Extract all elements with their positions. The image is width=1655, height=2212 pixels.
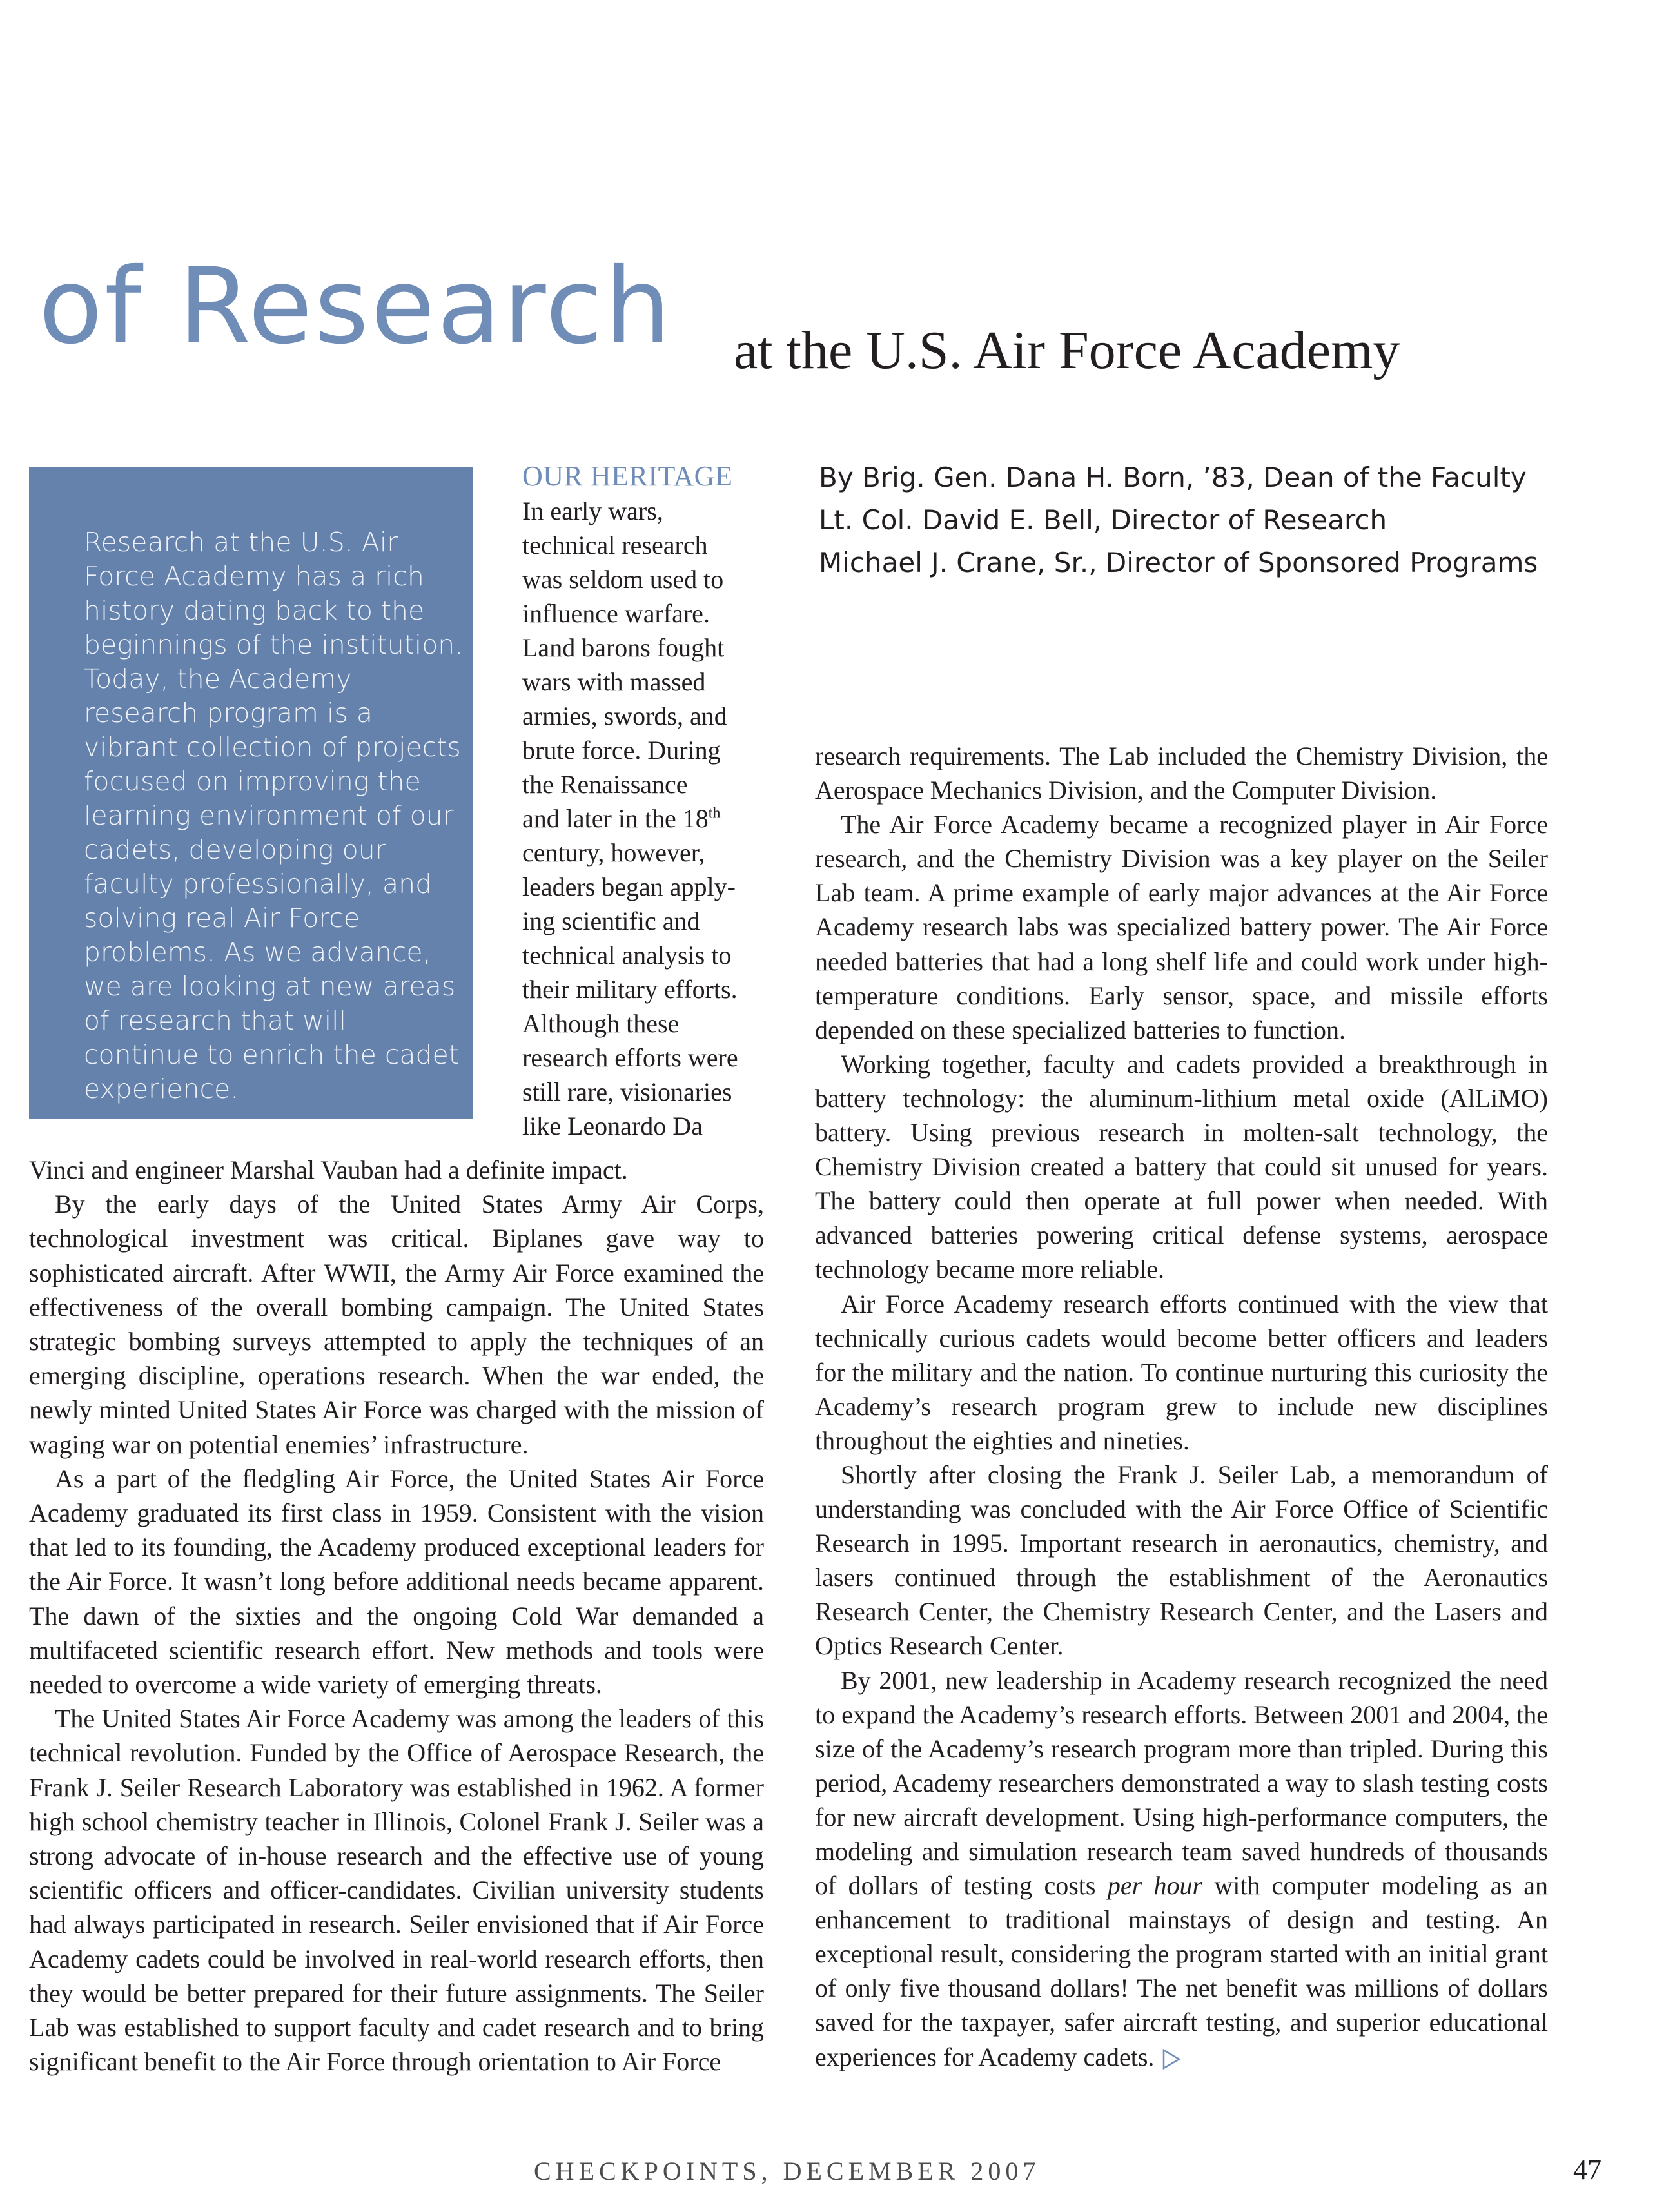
body-paragraph: Air Force Academy research efforts continued with the view that technically curious cadets would become better officers and leaders for the military and the nation. To continue nurturing this curiosity the Academy’s research program grew to include new disciplines throughout the eighties and nineties. — [815, 1289, 1548, 1455]
left-column — [29, 1153, 764, 2079]
byline-author-3: Michael J. Crane, Sr., Director of Sponsored Programs — [819, 547, 1538, 578]
ordinal-suffix: th — [708, 805, 721, 822]
narrow-line: armies, swords, and — [522, 701, 727, 730]
final-text-b: with computer modeling as an enhancement to traditional mainstays of design and testing. An exceptional result, considering the program started with an initial grant of only five thousand dollars! The net benefit was millions of dollars saved for the taxpayer, safer aircraft testing, and superior educational experiences for Academy cadets. — [815, 1871, 1549, 2071]
body-paragraph: Working together, faculty and cadets provided a breakthrough in battery technology: the aluminum-lithium metal oxide (AlLiMO) battery. Using previous research in molten-salt technology, the Chemistry Division created a battery that could sit unused for years. The battery could then operate at full power when needed. With advanced batteries powering critical defense systems, aerospace technology became more reliable. — [815, 1049, 1548, 1284]
body-paragraph: Vinci and engineer Marshal Vauban had a definite impact. — [29, 1155, 628, 1184]
narrow-line — [522, 801, 762, 836]
pull-quote-text: Research at the U.S. Air Force Academy has a rich history dating back to the beginnings of the institution. Today, the Academy research program is a vibrant collection of projects focused on improving the learning environment of our cadets, developing our faculty professionally, and solving real Air Force problems. As we advance, we are looking at new areas of research that will continue to enrich the cadet experience. — [84, 527, 464, 1104]
narrow-line: still rare, visionaries — [522, 1077, 732, 1106]
narrow-line: technical research — [522, 531, 708, 560]
headline-main: of Research — [39, 246, 673, 367]
section-heading: OUR HERITAGE — [522, 460, 733, 492]
narrow-line: influence warfare. — [522, 599, 710, 628]
narrow-line: brute force. During — [522, 736, 721, 765]
narrow-line-text: and later in the 18 — [522, 804, 709, 833]
byline-author-2: Lt. Col. David E. Bell, Director of Research — [819, 504, 1387, 536]
narrow-line: their military efforts. — [522, 975, 738, 1004]
narrow-column — [522, 494, 762, 1143]
page-number: 47 — [1573, 2154, 1601, 2186]
body-paragraph: As a part of the fledgling Air Force, the United States Air Force Academy graduated its first class in 1959. Consistent with the vision that led to its founding, the Academy produced exceptional leaders for the Air Force. It wasn’t long before additional needs became apparent. The dawn of the sixties and the ongoing Cold War demanded a multifaceted scientific research effort. New methods and tools were needed to overcome a wide variety of emerging threats. — [29, 1463, 764, 1699]
narrow-line: In early wars, — [522, 496, 663, 525]
body-paragraph: By the early days of the United States Army Air Corps, technological investment was critical. Biplanes gave way to sophisticated aircraft. After WWII, the Army Air Force examined the effectiveness of the overall bombing campaign. The United States strategic bombing surveys attempted to apply the techniques of an emerging discipline, operations research. When the war ended, the newly minted United States Air Force was charged with the mission of waging war on potential enemies’ infrastructure. — [29, 1189, 764, 1459]
narrow-line: technical analysis to — [522, 941, 732, 970]
narrow-line: wars with massed — [522, 667, 706, 696]
narrow-line: was seldom used to — [522, 565, 724, 594]
body-paragraph: The United States Air Force Academy was among the leaders of this technical revolution. Funded by the Office of Aerospace Research, the Frank J. Seiler Research Laboratory was established in 1962. A former high school chemistry teacher in Illinois, Colonel Frank J. Seiler was a strong advocate of in-house research and the effective use of young scientific officers and officer-candidates. Civilian university students had always participated in research. Seiler envisioned that if Air Force Academy cadets could be involved in real-world research efforts, then they would be better prepared for their future assignments. The Seiler Lab was established to support faculty and cadet research and to bring significant benefit to the Air Force through orientation to Air Force — [29, 1704, 764, 2077]
continue-triangle-icon — [1162, 2048, 1181, 2070]
body-paragraph-final — [815, 1663, 1548, 2074]
narrow-line: ing scientific and — [522, 906, 700, 935]
narrow-line: Although these — [522, 1009, 680, 1038]
right-column — [815, 739, 1548, 2074]
body-paragraph: research requirements. The Lab included the Chemistry Division, the Aerospace Mechanics Division, and the Computer Division. — [815, 741, 1548, 805]
body-paragraph: The Air Force Academy became a recognized player in Air Force research, and the Chemistry Division was a key player on the Seiler Lab team. A prime example of early major advances at the Air Force Academy research labs was specialized battery power. The Air Force needed batteries that had a long shelf life and could work under high-temperature conditions. Early sensor, space, and missile efforts depended on these specialized batteries to function. — [815, 810, 1548, 1044]
narrow-line: leaders began apply- — [522, 872, 736, 901]
body-paragraph: Shortly after closing the Frank J. Seiler Lab, a memorandum of understanding was concluded with the Air Force Office of Scientific Research in 1995. Important research in aeronautics, chemistry, and lasers continued through the establishment of the Aeronautics Research Center, the Chemistry Research Center, and the Lasers and Optics Research Center. — [815, 1460, 1548, 1661]
byline-author-1: By Brig. Gen. Dana H. Born, ’83, Dean of the Faculty — [819, 462, 1527, 493]
narrow-line: like Leonardo Da — [522, 1111, 703, 1140]
italic-phrase: per hour — [1107, 1871, 1203, 1901]
pull-quote-box — [29, 467, 473, 1119]
byline — [819, 456, 1618, 584]
narrow-line: the Renaissance — [522, 770, 688, 799]
narrow-line: century, however, — [522, 838, 705, 867]
narrow-line: research efforts were — [522, 1043, 738, 1072]
footer-publication: CHECKPOINTS, DECEMBER 2007 — [534, 2157, 1041, 2186]
final-text-a: By 2001, new leadership in Academy research recognized the need to expand the Academy’s research efforts. Between 2001 and 2004, the size of the Academy’s research program more than tripled. During this period, Academy researchers demonstrated a way to slash testing costs for new aircraft development. Using high-performance computers, the modeling and simulation research team saved hundreds of thousands of dollars of testing costs — [815, 1665, 1548, 1901]
headline-sub: at the U.S. Air Force Academy — [734, 320, 1400, 380]
narrow-line: Land barons fought — [522, 633, 725, 662]
